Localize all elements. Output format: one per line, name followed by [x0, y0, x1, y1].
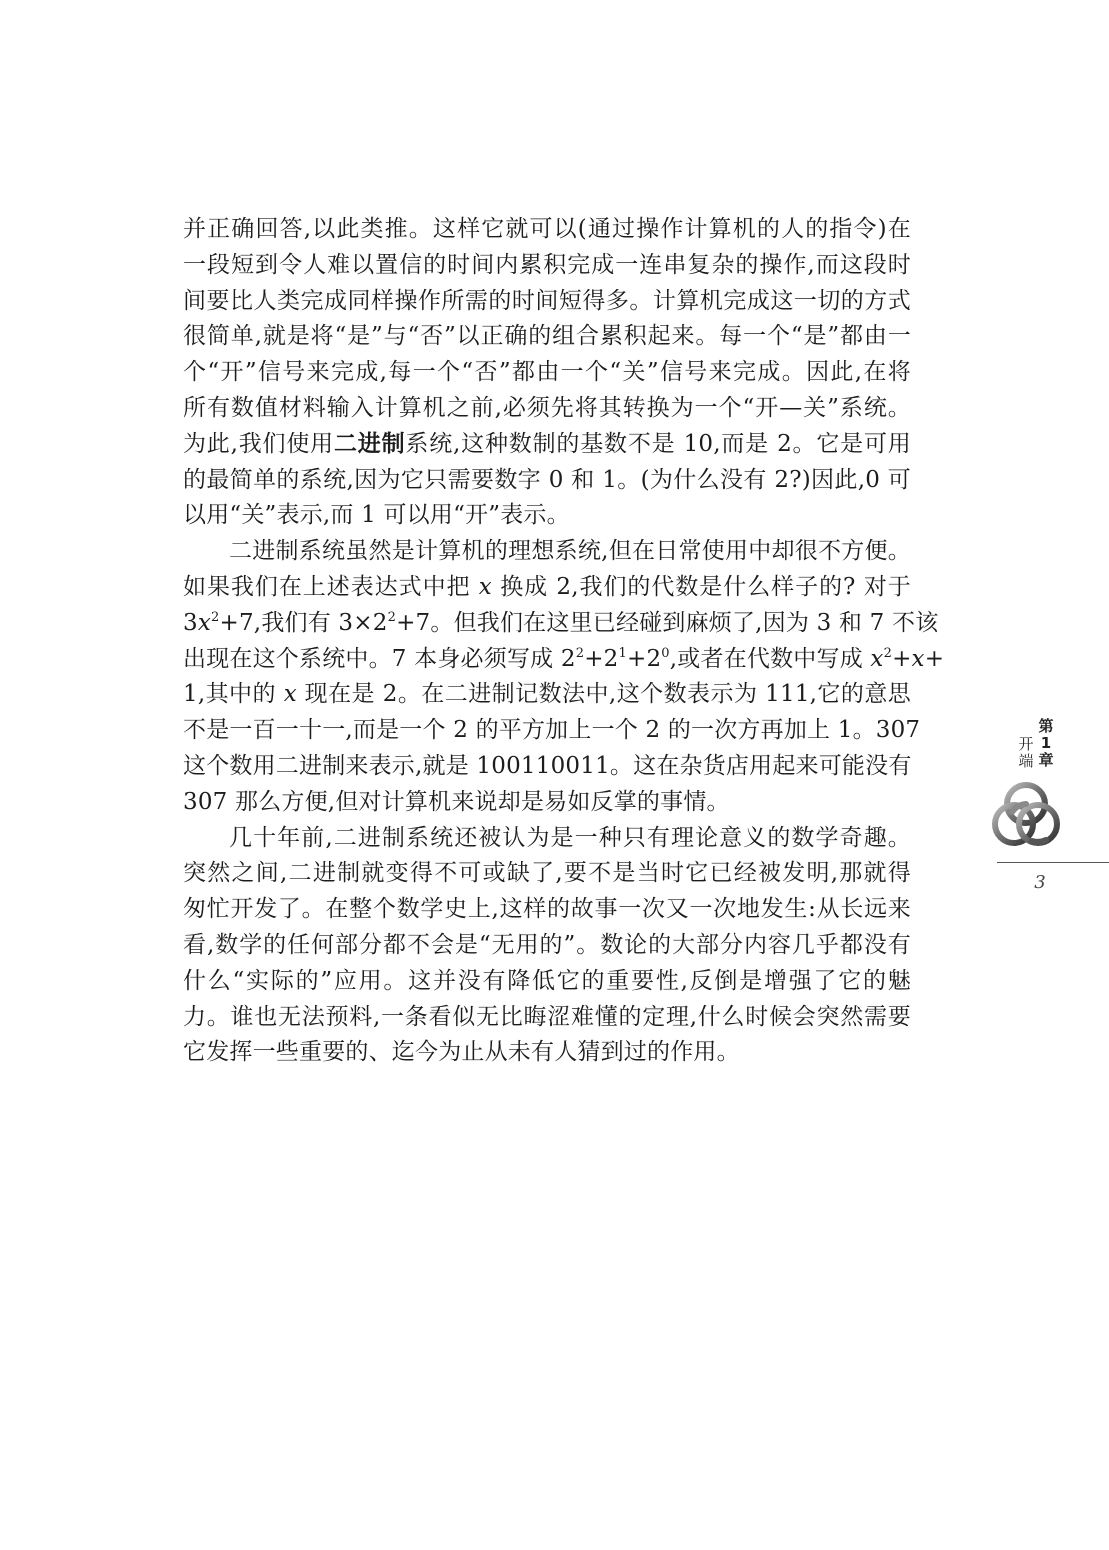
page-number: 3: [1034, 872, 1046, 893]
text-line: 它发挥一些重要的、迄今为止从未有人猜到过的作用。: [183, 1039, 740, 1066]
text-line: 二进制系统虽然是计算机的理想系统,但在日常使用中却很不方便。: [229, 538, 911, 565]
text-fragment: +: [892, 645, 912, 672]
body-text: [183, 212, 945, 1071]
text-fragment: 如果我们在上述表达式中把: [183, 573, 479, 600]
paragraph-3: [183, 821, 911, 1072]
text-line: 看,数学的任何部分都不会是“无用的”。数论的大部分内容几乎都没有: [183, 931, 911, 958]
chapter-title: [1016, 736, 1036, 770]
text-fragment: 现在是 2。在二进制记数法中,这个数表示为 111,它的意思: [296, 681, 911, 708]
chapter-number: 1: [1040, 734, 1052, 752]
text-fragment: +7,我们有 3×2: [219, 609, 388, 636]
text-line: 并正确回答,以此类推。这样它就可以(通过操作计算机的人的指令)在: [183, 216, 911, 242]
text-fragment: 出现在这个系统中。7 本身必须写成 2: [183, 645, 576, 672]
text-fragment: ,或者在代数中写成: [669, 645, 871, 672]
text-line: 突然之间,二进制就变得不可或缺了,要不是当时它已经被发明,那就得: [183, 860, 911, 887]
text-fragment: 1,其中的: [183, 681, 284, 708]
variable-x: x: [478, 573, 492, 600]
margin-rule: [997, 862, 1109, 863]
text-line: [183, 677, 911, 713]
text-line: 307 那么方便,但对计算机来说却是易如反掌的事情。: [183, 788, 730, 815]
text-line: 的最简单的系统,因为它只需要数字 0 和 1。(为什么没有 2?)因此,0 可: [183, 466, 911, 493]
chapter-char: 第: [1038, 717, 1054, 735]
text-line: 所有数值材料输入计算机之前,必须先将其转换为一个“开—关”系统。: [183, 394, 911, 421]
superscript: 2: [575, 645, 585, 661]
text-line: 很简单,就是将“是”与“否”以正确的组合累积起来。每一个“是”都由一: [183, 323, 911, 350]
text-line: 一段短到令人难以置信的时间内累积完成一连串复杂的操作,而这段时: [183, 251, 911, 278]
variable-x: x: [911, 645, 925, 672]
text-line: 不是一百一十一,而是一个 2 的平方加上一个 2 的一次方再加上 1。307: [183, 717, 921, 744]
chapter-char: 章: [1038, 751, 1054, 769]
term-binary: 二进制: [333, 430, 406, 457]
text-line: 这个数用二进制来表示,就是 100110011。这在杂货店用起来可能没有: [183, 752, 912, 779]
trefoil-knot-icon: [988, 778, 1064, 854]
text-line: 匆忙开发了。在整个数学史上,这样的故事一次又一次地发生:从长远来: [183, 896, 911, 923]
text-line: [183, 570, 911, 606]
text-fragment: +: [924, 645, 945, 672]
text-fragment: +2: [584, 645, 619, 672]
variable-x: x: [197, 609, 212, 636]
paragraph-1: [183, 212, 911, 534]
text-line: 力。谁也无法预料,一条看似无比晦涩难懂的定理,什么时候会突然需要: [183, 1003, 911, 1030]
superscript: 2: [883, 645, 893, 661]
superscript: 1: [618, 645, 627, 661]
variable-x: x: [283, 681, 297, 708]
paragraph-2: [183, 534, 945, 820]
text-line: [183, 427, 911, 463]
superscript: 2: [211, 609, 220, 625]
text-fragment: 系统,这种数制的基数不是 10,而是 2。它是可用: [405, 430, 911, 457]
text-line: 个“开”信号来完成,每一个“否”都由一个“关”信号来完成。因此,在将: [183, 359, 911, 386]
chapter-title-char: 端: [1018, 752, 1034, 770]
chapter-tab: [1020, 718, 1080, 778]
text-fragment: 为此,我们使用: [183, 430, 334, 457]
text-line: [183, 642, 945, 678]
text-line: 什么“实际的”应用。这并没有降低它的重要性,反倒是增强了它的魅: [183, 967, 911, 994]
superscript: 0: [661, 645, 670, 661]
text-line: 间要比人类完成同样操作所需的时间短得多。计算机完成这一切的方式: [183, 287, 911, 314]
text-fragment: 换成 2,我们的代数是什么样子的? 对于: [491, 573, 911, 600]
text-fragment: +7。但我们在这里已经碰到麻烦了,因为 3 和 7 不该: [396, 609, 939, 636]
variable-x: x: [870, 645, 884, 672]
text-fragment: 3: [183, 609, 198, 636]
text-line: 几十年前,二进制系统还被认为是一种只有理论意义的数学奇趣。: [229, 824, 911, 851]
text-line: 以用“关”表示,而 1 可以用“开”表示。: [183, 502, 570, 529]
chapter-title-char: 开: [1018, 735, 1034, 753]
text-line: [183, 606, 939, 642]
text-fragment: +2: [626, 645, 662, 672]
chapter-number-label: [1036, 718, 1056, 769]
superscript: 2: [387, 609, 397, 625]
